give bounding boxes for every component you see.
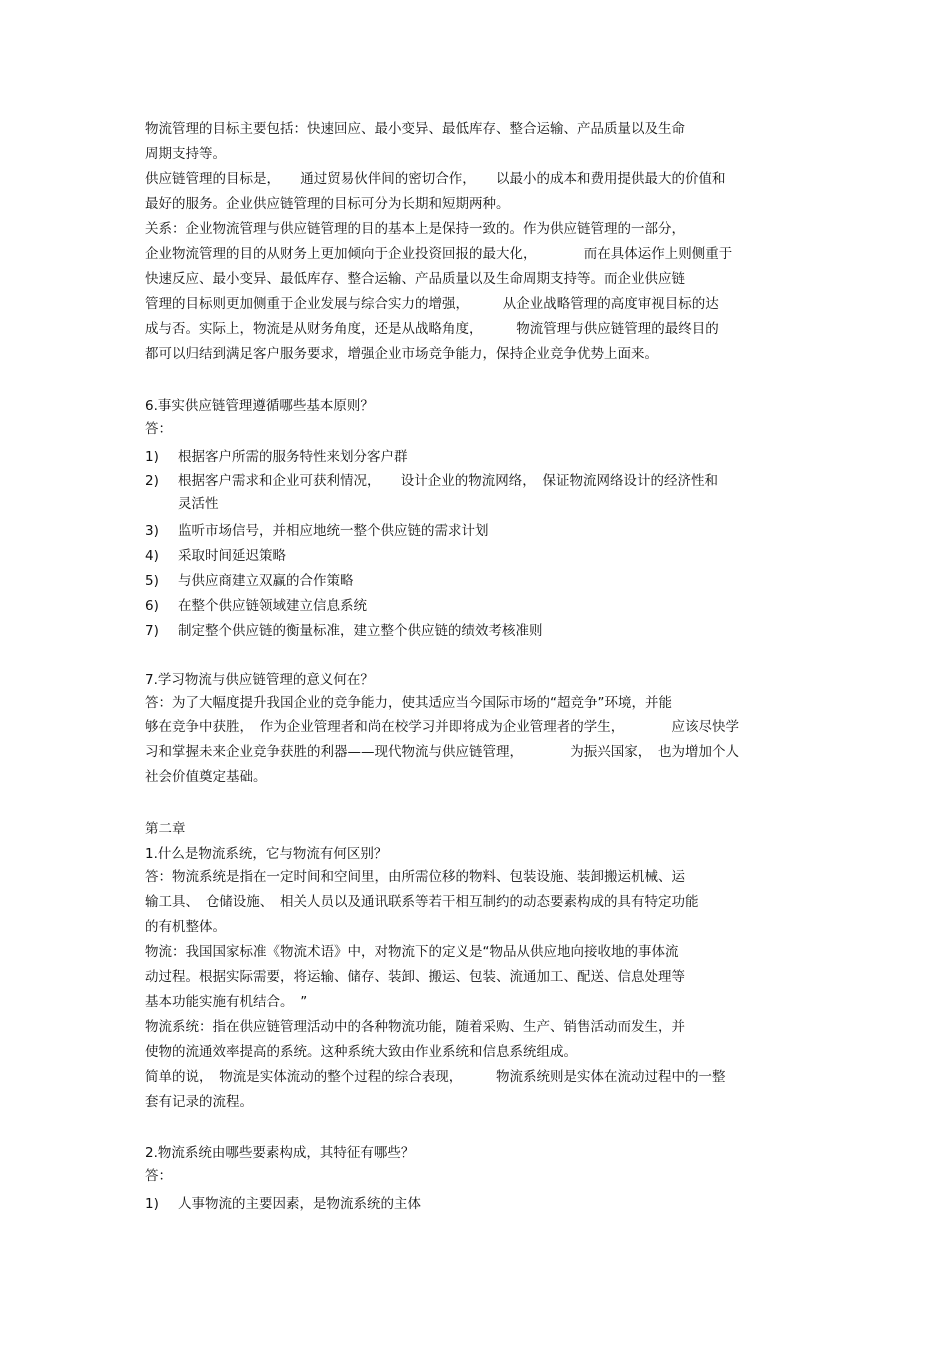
question-heading: 6.事实供应链管理遵循哪些基本原则？ [145, 398, 374, 414]
list-number: 7) [145, 623, 159, 639]
paragraph-line: 习和掌握未来企业竞争获胜的利器——现代物流与供应链管理， 为振兴国家， 也为增加个人 [145, 744, 739, 760]
paragraph-line: 动过程。根据实际需要，将运输、储存、装卸、搬运、包装、流通加工、配送、信息处理等 [145, 969, 685, 985]
paragraph-line: 物流：我国国家标准《物流术语》中，对物流下的定义是“物品从供应地向接收地的事体流 [145, 944, 679, 960]
list-item-continuation: 灵活性 [178, 496, 219, 512]
paragraph-line: 关系：企业物流管理与供应链管理的目的基本上是保持一致的。作为供应链管理的一部分， [145, 221, 685, 237]
list-number: 6) [145, 598, 159, 614]
list-number: 4) [145, 548, 159, 564]
question-heading: 1.什么是物流系统，它与物流有何区别？ [145, 846, 388, 862]
list-item: 根据客户所需的服务特性来划分客户群 [178, 449, 408, 465]
paragraph-line: 够在竞争中获胜， 作为企业管理者和尚在校学习并即将成为企业管理者的学生， 应该尽快学 [145, 719, 739, 735]
list-number: 1) [145, 449, 159, 465]
paragraph-line: 使物的流通效率提高的系统。这种系统大致由作业系统和信息系统组成。 [145, 1044, 577, 1060]
list-item: 在整个供应链领域建立信息系统 [178, 598, 367, 614]
paragraph-line: 答：物流系统是指在一定时间和空间里，由所需位移的物料、包装设施、装卸搬运机械、运 [145, 869, 685, 885]
list-item: 制定整个供应链的衡量标准，建立整个供应链的绩效考核准则 [178, 623, 543, 639]
paragraph-line: 套有记录的流程。 [145, 1094, 253, 1110]
paragraph-line: 企业物流管理的目的从财务上更加倾向于企业投资回报的最大化， 而在具体运作上则侧重于 [145, 246, 733, 262]
paragraph-line: 都可以归结到满足客户服务要求，增强企业市场竞争能力，保持企业竞争优势上面来。 [145, 346, 658, 362]
question-heading: 2.物流系统由哪些要素构成，其特征有哪些？ [145, 1145, 415, 1161]
paragraph-line: 物流管理的目标主要包括：快速回应、最小变异、最低库存、整合运输、产品质量以及生命 [145, 121, 685, 137]
list-number: 3) [145, 523, 159, 539]
paragraph-line: 的有机整体。 [145, 919, 226, 935]
paragraph-line: 最好的服务。企业供应链管理的目标可分为长期和短期两种。 [145, 196, 510, 212]
paragraph-line: 管理的目标则更加侧重于企业发展与综合实力的增强， 从企业战略管理的高度审视目标的达 [145, 296, 719, 312]
paragraph-line: 答：为了大幅度提升我国企业的竞争能力，使其适应当今国际市场的“超竞争”环境，并能 [145, 695, 672, 711]
paragraph-line: 周期支持等。 [145, 146, 226, 162]
paragraph-line: 成与否。实际上，物流是从财务角度，还是从战略角度， 物流管理与供应链管理的最终目的 [145, 321, 719, 337]
list-item: 采取时间延迟策略 [178, 548, 286, 564]
list-item: 监听市场信号，并相应地统一整个供应链的需求计划 [178, 523, 489, 539]
answer-label: 答： [145, 421, 172, 437]
question-heading: 7.学习物流与供应链管理的意义何在？ [145, 672, 374, 688]
list-item: 与供应商建立双赢的合作策略 [178, 573, 354, 589]
list-number: 1) [145, 1196, 159, 1212]
paragraph-line: 供应链管理的目标是， 通过贸易伙伴间的密切合作， 以最小的成本和费用提供最大的价值和 [145, 171, 726, 187]
paragraph-line: 输工具、 仓储设施、 相关人员以及通讯联系等若干相互制约的动态要素构成的具有特定功能 [145, 894, 699, 910]
list-item: 根据客户需求和企业可获利情况， 设计企业的物流网络， 保证物流网络设计的经济性和 [178, 473, 718, 489]
chapter-heading: 第二章 [145, 821, 186, 837]
answer-label: 答： [145, 1168, 172, 1184]
paragraph-line: 物流系统：指在供应链管理活动中的各种物流功能，随着采购、生产、销售活动而发生，并 [145, 1019, 685, 1035]
list-number: 5) [145, 573, 159, 589]
list-item: 人事物流的主要因素，是物流系统的主体 [178, 1196, 421, 1212]
paragraph-line: 快速反应、最小变异、最低库存、整合运输、产品质量以及生命周期支持等。而企业供应链 [145, 271, 685, 287]
paragraph-line: 简单的说， 物流是实体流动的整个过程的综合表现， 物流系统则是实体在流动过程中的一整 [145, 1069, 726, 1085]
paragraph-line: 基本功能实施有机结合。 ” [145, 994, 308, 1010]
list-number: 2) [145, 473, 159, 489]
paragraph-line: 社会价值奠定基础。 [145, 769, 267, 785]
